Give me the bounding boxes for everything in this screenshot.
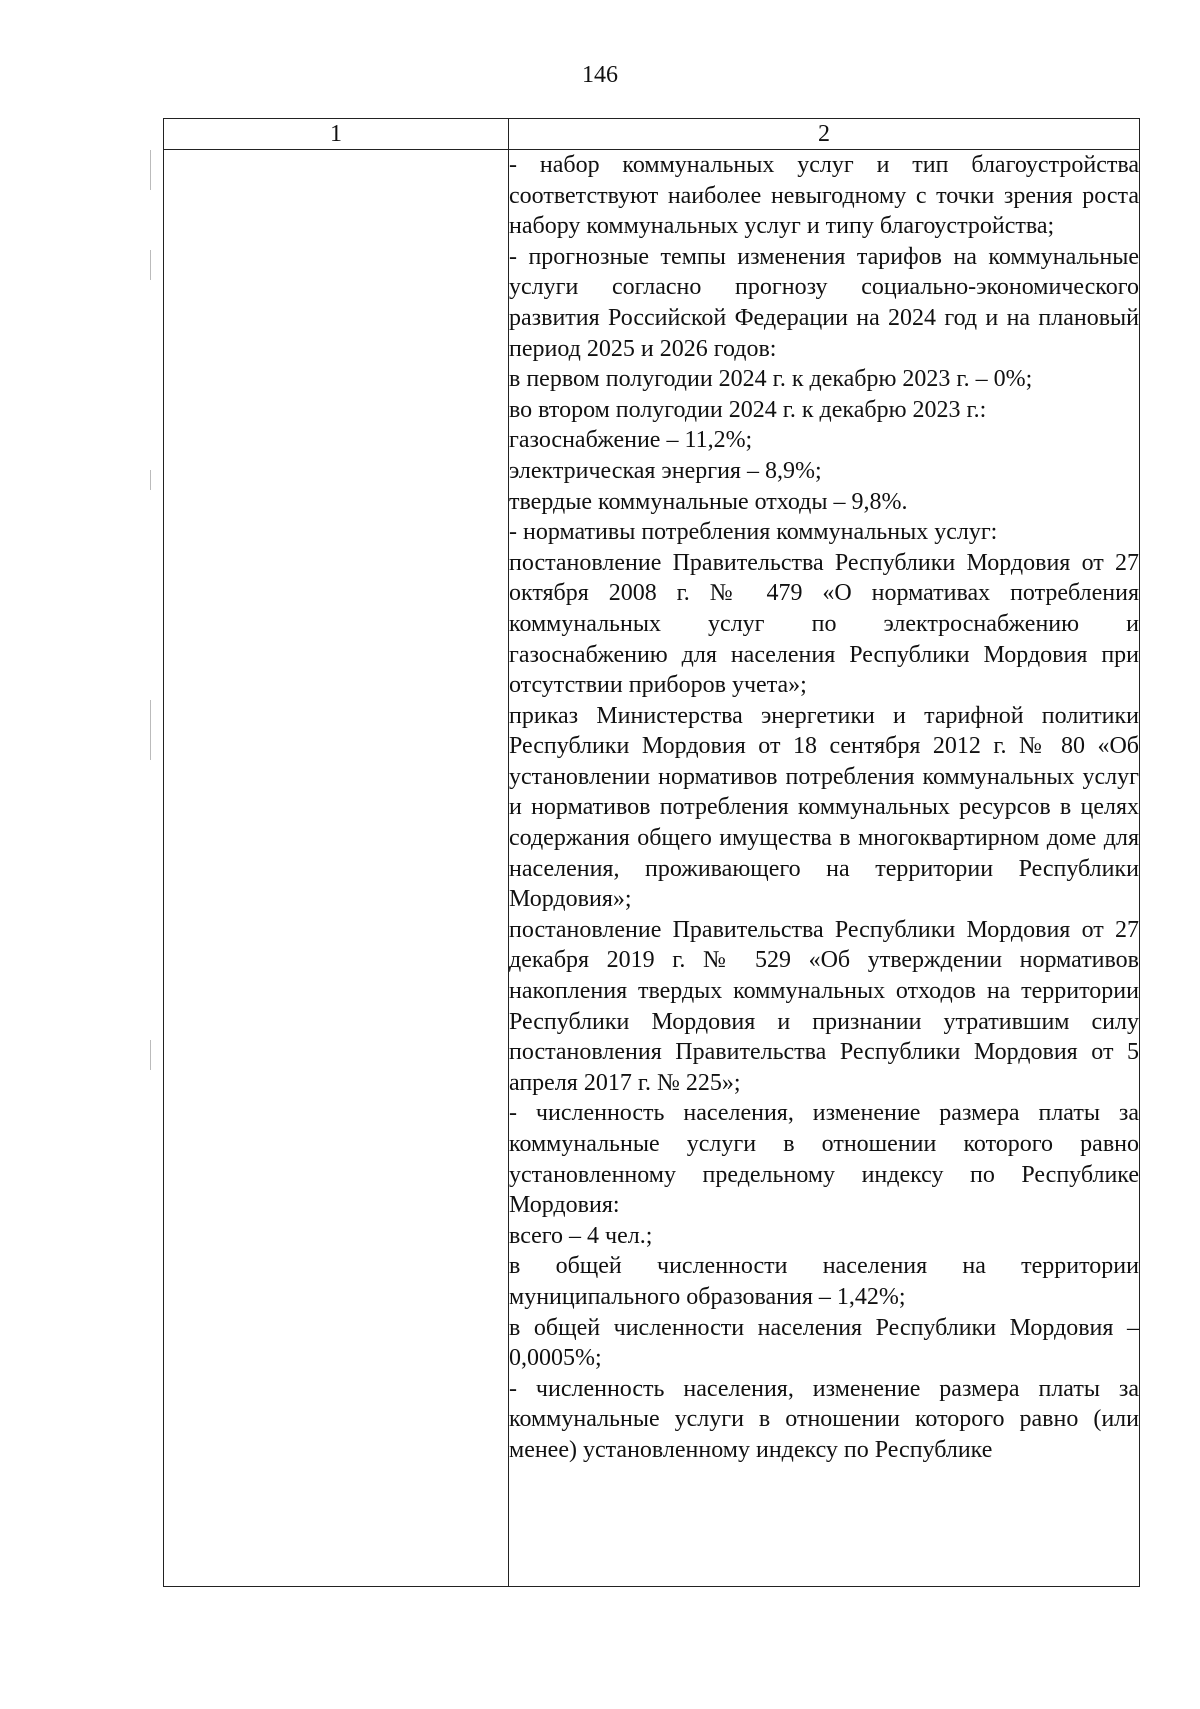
paragraph: - нормативы потребления коммунальных услуг: [509,519,998,546]
column-header-2: 2 [509,119,1140,150]
paragraph: - набор коммунальных услуг и тип благоустройства соответствуют наиболее невыгодному с точки зрения роста набору коммунальных услуг и типу благоустройства; [509,152,1139,240]
paragraph: в общей численности населения Республики Мордовия – 0,0005%; [509,1314,1139,1372]
column-2-cell [509,150,1140,1587]
column-header-1: 1 [164,119,509,150]
paragraph: электрическая энергия – 8,9%; [509,457,822,484]
page-number: 146 [582,62,618,88]
paragraph: в первом полугодии 2024 г. к декабрю 2023 г. – 0%; [509,366,1033,393]
column-1-cell [164,150,509,1587]
paragraph: постановление Правительства Республики Мордовия от 27 декабря 2019 г. № 529 «Об утверждении нормативов накопления твердых коммунальных отходов на территории Республики Мордовия и признании утратившим силу постановления Правительства Республики Мордовия от 5 апреля 2017 г. № 225»; [509,916,1139,1096]
scan-edge-mark [150,470,151,490]
paragraph: - численность населения, изменение размера платы за коммунальные услуги в отношении которого равно установленному предельному индексу по Республике Мордовия: [509,1100,1139,1219]
table-header-row [164,119,1140,150]
paragraph: во втором полугодии 2024 г. к декабрю 2023 г.: [509,396,987,423]
paragraph: газоснабжение – 11,2%; [509,427,753,454]
paragraph: - прогнозные темпы изменения тарифов на коммунальные услуги согласно прогнозу социально-экономического развития Российской Федерации на 2024 год и на плановый период 2025 и 2026 годов: [509,243,1139,362]
document-table [163,118,1140,1587]
paragraph: приказ Министерства энергетики и тарифной политики Республики Мордовия от 18 сентября 2012 г. № 80 «Об установлении нормативов потребления коммунальных услуг и нормативов потребления коммунальных ресурсов в целях содержания общего имущества в многоквартирном доме для населения, проживающего на территории Республики Мордовия»; [509,702,1139,913]
paragraph: всего – 4 чел.; [509,1222,653,1249]
paragraph: в общей численности населения на территории муниципального образования – 1,42%; [509,1253,1139,1310]
scan-edge-mark [150,250,151,280]
scan-edge-mark [150,150,151,190]
scan-edge-mark [150,700,151,760]
paragraph: - численность населения, изменение размера платы за коммунальные услуги в отношении которого равно (или менее) установленному индексу по Республике [509,1375,1139,1463]
scan-edge-mark [150,1040,151,1070]
table-row [164,150,1140,1587]
column-2-content [509,150,1139,1466]
paragraph: постановление Правительства Республики Мордовия от 27 октября 2008 г. № 479 «О нормативах потребления коммунальных услуг по электроснабжению и газоснабжению для населения Республики Мордовия при отсутствии приборов учета»; [509,549,1139,699]
paragraph: твердые коммунальные отходы – 9,8%. [509,488,908,515]
